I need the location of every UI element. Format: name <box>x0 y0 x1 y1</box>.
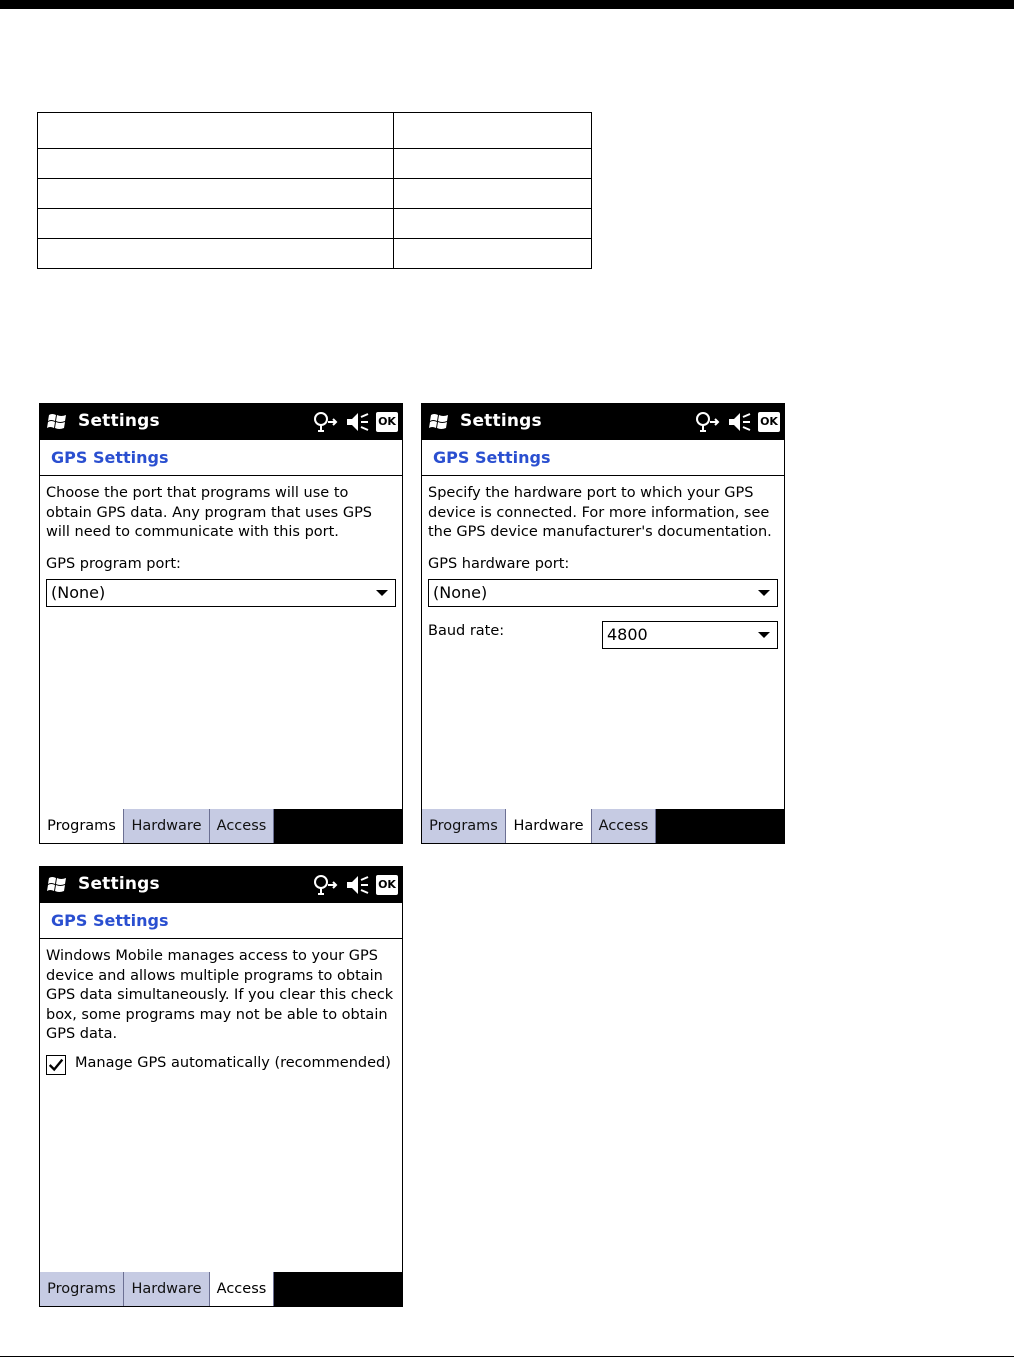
table-cell <box>38 113 394 149</box>
title-bar <box>40 867 402 903</box>
page-header: GPS Settings <box>51 911 169 930</box>
table-row <box>38 239 592 269</box>
table-cell <box>394 179 592 209</box>
header-band <box>40 440 402 476</box>
table-row <box>38 113 592 149</box>
speaker-muted-icon[interactable] <box>726 410 752 434</box>
dropdown-arrow-icon <box>758 590 770 596</box>
tab-bar-filler <box>274 809 402 843</box>
windows-start-icon[interactable] <box>46 875 68 895</box>
gps-settings-access-screen <box>39 866 403 1307</box>
page-header: GPS Settings <box>433 448 551 467</box>
table-cell <box>38 179 394 209</box>
manage-gps-label[interactable]: Manage GPS automatically (recommended) <box>75 1055 391 1071</box>
table-cell <box>394 113 592 149</box>
window-title: Settings <box>78 874 160 894</box>
windows-start-icon[interactable] <box>46 412 68 432</box>
tab-hardware[interactable]: Hardware <box>124 809 210 843</box>
checkmark-icon <box>47 1056 65 1074</box>
table-row <box>38 179 592 209</box>
table-cell <box>38 209 394 239</box>
dropdown-value: (None) <box>51 583 106 602</box>
tab-access[interactable]: Access <box>210 1272 274 1306</box>
table-cell <box>394 239 592 269</box>
dropdown-arrow-icon <box>758 632 770 638</box>
tab-bar-filler <box>656 809 784 843</box>
gps-program-port-dropdown[interactable] <box>46 579 396 607</box>
baud-rate-dropdown[interactable] <box>602 621 778 649</box>
windows-start-icon[interactable] <box>428 412 450 432</box>
connectivity-icon[interactable] <box>694 410 722 434</box>
ok-button[interactable]: OK <box>376 875 398 895</box>
manage-gps-checkbox[interactable] <box>46 1055 66 1075</box>
bottom-rule <box>0 1356 1014 1357</box>
description-text: Specify the hardware port to which your GPS device is connected. For more information, see the GPS device manufacturer's documentation. <box>428 485 772 540</box>
tab-programs[interactable]: Programs <box>422 809 506 843</box>
table-row <box>38 149 592 179</box>
header-band <box>422 440 784 476</box>
speaker-muted-icon[interactable] <box>344 873 370 897</box>
tab-hardware[interactable]: Hardware <box>506 809 592 843</box>
description-text: Choose the port that programs will use to obtain GPS data. Any program that uses GPS will need to communicate with this port. <box>46 485 373 540</box>
gps-settings-programs-screen <box>39 403 403 844</box>
dropdown-arrow-icon <box>376 590 388 596</box>
tab-bar <box>40 1272 402 1306</box>
table-cell <box>38 239 394 269</box>
connectivity-icon[interactable] <box>312 873 340 897</box>
ok-button[interactable]: OK <box>376 412 398 432</box>
gps-hardware-port-dropdown[interactable] <box>428 579 778 607</box>
tab-access[interactable]: Access <box>210 809 274 843</box>
baud-rate-label: Baud rate: <box>428 623 505 639</box>
tab-hardware[interactable]: Hardware <box>124 1272 210 1306</box>
table-cell <box>38 149 394 179</box>
description-text: Windows Mobile manages access to your GPS device and allows multiple programs to obtain GPS data simultaneously. If you clear this check box, some programs may not be able to obtain GPS data. <box>46 948 394 1042</box>
window-title: Settings <box>78 411 160 431</box>
top-rule <box>0 0 1014 9</box>
title-bar <box>422 404 784 440</box>
tab-bar-filler <box>274 1272 402 1306</box>
ok-button[interactable]: OK <box>758 412 780 432</box>
title-bar <box>40 404 402 440</box>
table-cell <box>394 209 592 239</box>
page-header: GPS Settings <box>51 448 169 467</box>
table-cell <box>394 149 592 179</box>
tab-bar <box>422 809 784 843</box>
tab-programs[interactable]: Programs <box>40 809 124 843</box>
gps-settings-hardware-screen <box>421 403 785 844</box>
gps-program-port-label: GPS program port: <box>46 556 181 572</box>
tab-access[interactable]: Access <box>592 809 656 843</box>
doc-table <box>37 112 592 269</box>
speaker-muted-icon[interactable] <box>344 410 370 434</box>
table-row <box>38 209 592 239</box>
tab-bar <box>40 809 402 843</box>
gps-hardware-port-label: GPS hardware port: <box>428 556 570 572</box>
tab-programs[interactable]: Programs <box>40 1272 124 1306</box>
header-band <box>40 903 402 939</box>
dropdown-value: 4800 <box>607 625 648 644</box>
dropdown-value: (None) <box>433 583 488 602</box>
connectivity-icon[interactable] <box>312 410 340 434</box>
window-title: Settings <box>460 411 542 431</box>
